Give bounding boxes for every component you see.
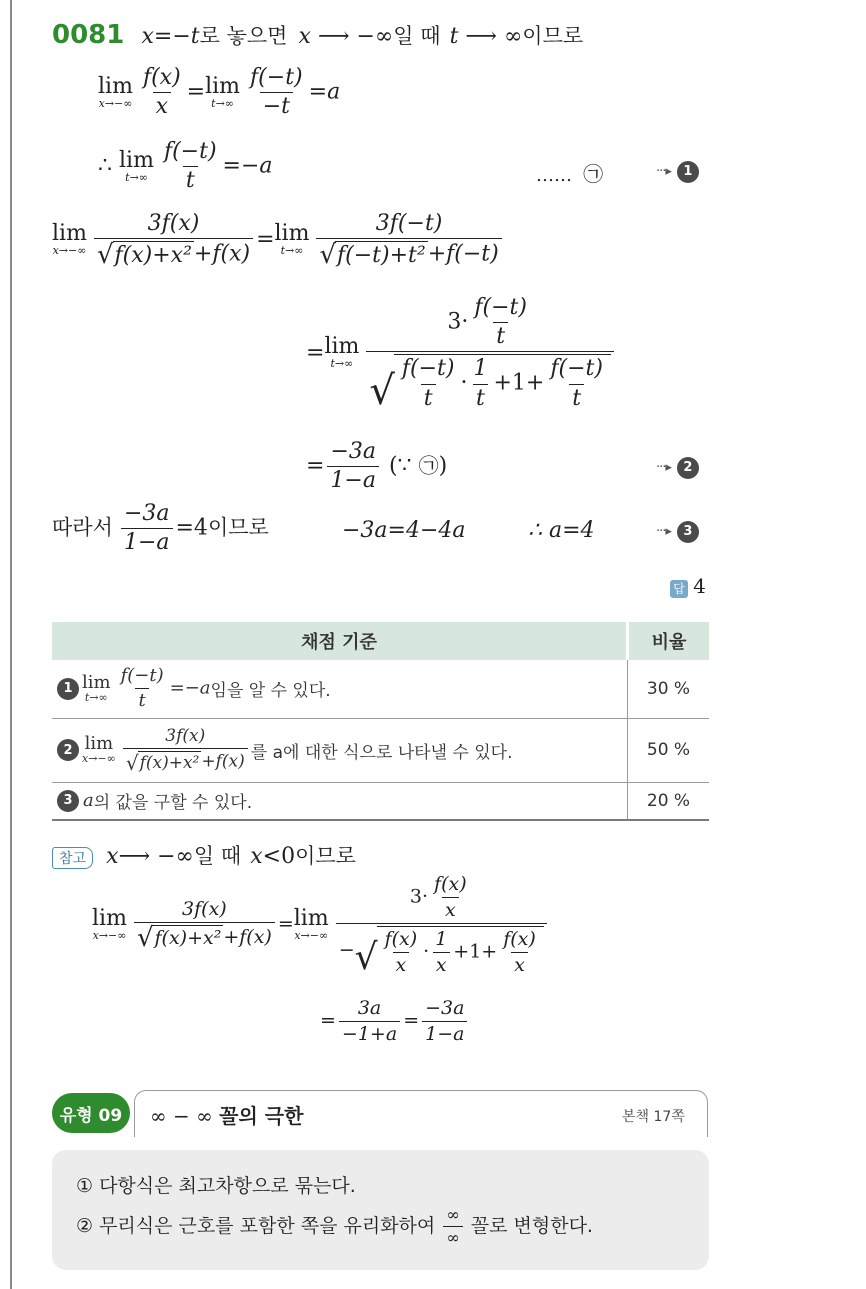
row-3-pct: 20 % xyxy=(628,782,710,820)
note-text-1: 일 때 xyxy=(193,844,242,868)
conclusion-mid: 이므로 xyxy=(207,515,269,540)
tip-1: ① 다항식은 최고차항으로 묶는다. xyxy=(76,1175,356,1197)
conclusion-equation: −3a=4−4a xyxy=(342,518,466,543)
table-header-criteria: 채점 기준 xyxy=(52,622,628,660)
answer-value: 4 xyxy=(693,574,706,598)
intro-text-2: 일 때 xyxy=(393,24,441,48)
table-row: 1 lim t→∞ $\frac{f(-t)}{t}$ =−a 임을 알 수 있다. 30 % xyxy=(52,660,709,718)
equation-therefore: ∴ lim t→∞ $\frac{f(-t)}{t}$ =−a xyxy=(98,139,273,194)
table-header-ratio: 비율 xyxy=(628,622,710,660)
note-equation: lim x→−∞ 3f(x) √ f(x)+x² +f(x) = lim x→−∞ 3· $\frac{f(x)}{x}$ − √ $\frac{f(x)}{x}$ · $\frac{1}{x}$ +1+ $\frac{f(x)}{x}$ xyxy=(92,874,550,976)
left-margin-rule xyxy=(10,0,12,1289)
row-1-pct: 30 % xyxy=(628,660,710,718)
problem-number: 0081 xyxy=(52,20,125,50)
equation-substitution: lim x→−∞ $\frac{f(x)}{x}$ = lim t→∞ $\frac{f(-t)}{-t}$ =a xyxy=(98,65,341,120)
note-text-2: 이므로 xyxy=(295,844,356,868)
mark-2: ···▸ 2 xyxy=(656,456,699,479)
equation-nested: = lim t→∞ 3· $\frac{f(-t)}{t}$ √ $\frac{f(-t)}{t}$ · $\frac{1}{t}$ +1+ $\frac{f(-t)}{t}$ xyxy=(306,296,617,411)
tip-2: ② 무리식은 근호를 포함한 쪽을 유리화하여 $\frac{\infty}{\infty}$ 꼴로 변형한다. xyxy=(76,1205,593,1247)
table-row: 3 a 의 값을 구할 수 있다. 20 % xyxy=(52,782,709,820)
type-badge: 유형 09 xyxy=(52,1093,130,1133)
problem-intro-line: 0081 x=−t로 놓으면 x ⟶ −∞일 때 t ⟶ ∞이므로 xyxy=(52,20,584,50)
row-2-pct: 50 % xyxy=(628,718,710,782)
intro-text-3: 이므로 xyxy=(522,24,584,48)
circled-label: ㉠ xyxy=(583,162,604,186)
note-line: 참고 x⟶ −∞일 때 x<0이므로 xyxy=(52,840,356,870)
table-row: 2 lim x→−∞ 3f(x) √ f(x)+x² +f(x) 를 a에 대한 식으로 나타낼 수 있다. 50 % xyxy=(52,718,709,782)
row-2-text: 를 a에 대한 식으로 나타낼 수 있다. xyxy=(250,742,513,763)
mark-1: ···▸ 1 xyxy=(656,160,699,183)
row-1-text: 임을 알 수 있다. xyxy=(210,681,331,702)
conclusion-line: 따라서 $\frac{-3a}{1-a}$ =4이므로 xyxy=(52,501,269,556)
note-result: = $\frac{3a}{-1+a}$ = $\frac{-3a}{1-a}$ xyxy=(320,998,470,1045)
equation-main: lim x→−∞ 3f(x) √ f(x)+x² +f(x) = lim t→∞ 3f(−t) √ f(−t)+t² +f(−t) xyxy=(52,212,505,268)
intro-text-1: 로 놓으면 xyxy=(199,24,288,48)
mark-3: ···▸ 3 xyxy=(656,520,699,543)
equation-tag-1: …… ㉠ xyxy=(536,162,604,186)
note-badge: 참고 xyxy=(52,847,93,869)
type-title: ∞ − ∞ 꼴의 극한 xyxy=(150,1104,304,1128)
answer-icon: 답 xyxy=(670,580,688,598)
conclusion-prefix: 따라서 xyxy=(52,515,113,540)
row-3-text: 의 값을 구할 수 있다. xyxy=(93,793,253,814)
scoring-table xyxy=(52,622,709,821)
conclusion-result: ∴ a=4 xyxy=(528,518,595,543)
type-reference: 본책 17쪽 xyxy=(622,1109,685,1125)
equation-result: = $\frac{-3a}{1-a}$ (∵ ㉠) xyxy=(306,439,448,494)
answer xyxy=(670,574,706,598)
